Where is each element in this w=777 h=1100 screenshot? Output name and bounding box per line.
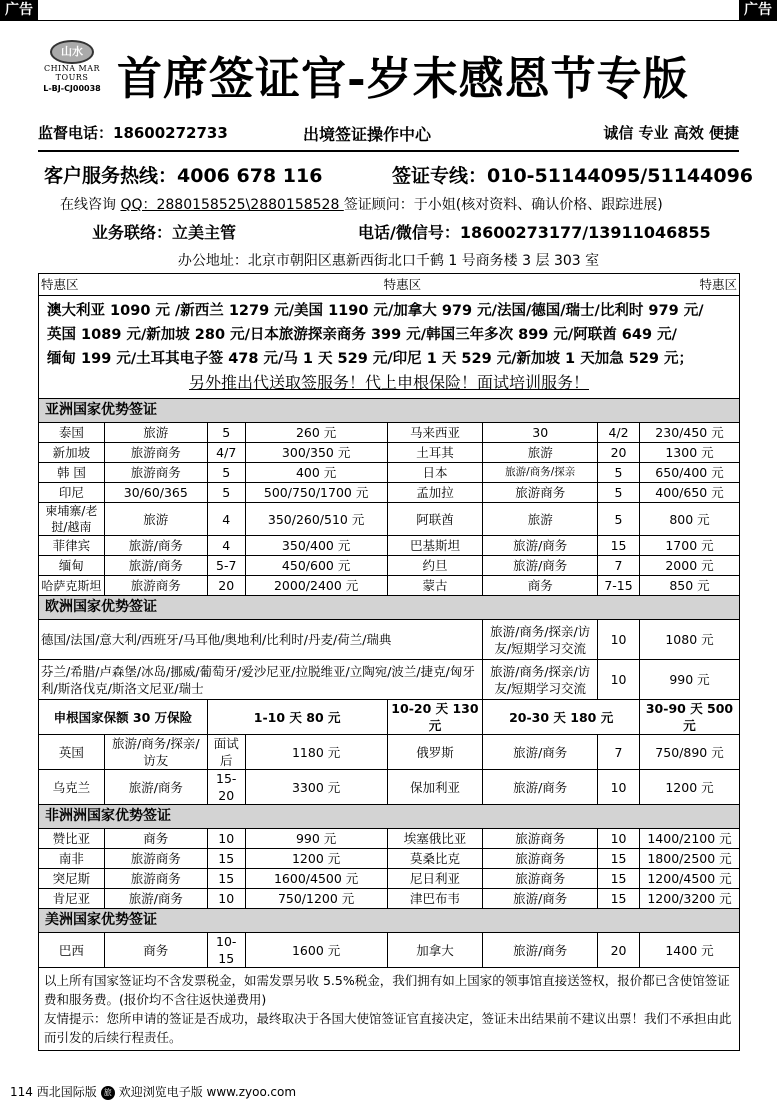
- operation-center: 出境签证操作中心: [303, 125, 432, 144]
- processing-days-cell: 5: [207, 423, 245, 443]
- office-address: 办公地址：北京市朝阳区惠新西街北口千鹤 1 号商务楼 3 层 303 室: [177, 253, 600, 269]
- processing-days-cell: 7-15: [598, 576, 640, 596]
- europe-type: 旅游/商务/探亲/访友/短期学习交流: [483, 660, 598, 700]
- visa-type-cell: 旅游: [483, 443, 598, 463]
- processing-days-cell: 15: [598, 869, 640, 889]
- price-cell: 1200/3200 元: [640, 889, 740, 909]
- processing-days-cell: 15: [598, 889, 640, 909]
- visa-type-cell: 旅游商务: [483, 869, 598, 889]
- country-cell: 埃塞俄比亚: [387, 829, 483, 849]
- country-cell: 加拿大: [387, 933, 483, 968]
- processing-days-cell: 15: [207, 869, 245, 889]
- special-line: 英国 1089 元/新加坡 280 元/日本旅游探亲商务 399 元/韩国三年多次 899 元/阿联酋 649 元/: [47, 327, 677, 343]
- country-cell: 泰国: [39, 423, 105, 443]
- business-phone: 电话/微信号：18600273177/13911046855: [358, 223, 711, 242]
- license-code: L-BJ-CJ00038: [43, 84, 101, 93]
- visa-type-cell: 旅游/商务: [104, 536, 207, 556]
- visa-type-cell: 旅游: [483, 503, 598, 536]
- page-footer: [10, 1083, 296, 1100]
- price-cell: 800 元: [640, 503, 740, 536]
- price-cell: 750/1200 元: [245, 889, 387, 909]
- logo-en-2: TOURS: [55, 73, 89, 82]
- page-title: 首席签证官-岁末感恩节专版: [117, 52, 689, 105]
- footer-link[interactable]: 欢迎浏览电子版 www.zyoo.com: [118, 1085, 297, 1099]
- processing-days-cell: 5: [207, 483, 245, 503]
- price-cell: 750/890 元: [640, 735, 740, 770]
- visa-row: [39, 483, 740, 503]
- page-number: 114 西北国际版: [10, 1085, 97, 1099]
- country-cell: 莫桑比克: [387, 849, 483, 869]
- europe-countries: 德国/法国/意大利/西班牙/马耳他/奥地利/比利时/丹麦/荷兰/瑞典: [39, 620, 483, 660]
- top-divider: [0, 20, 777, 21]
- country-cell: 乌克兰: [39, 770, 105, 805]
- price-cell: 1600/4500 元: [245, 869, 387, 889]
- country-cell: 俄罗斯: [387, 735, 483, 770]
- qq-numbers[interactable]: QQ：2880158525\2880158528: [120, 197, 344, 213]
- visa-type-cell: 旅游商务: [104, 576, 207, 596]
- visa-row: [39, 869, 740, 889]
- asia-rows: [39, 423, 740, 596]
- insurance-price: 10-20 天 130 元: [387, 700, 483, 735]
- price-cell: 230/450 元: [640, 423, 740, 443]
- country-cell: 巴西: [39, 933, 105, 968]
- price-cell: 300/350 元: [245, 443, 387, 463]
- visa-type-cell: 旅游商务: [104, 869, 207, 889]
- insurance-title: 申根国家保额 30 万保险: [39, 700, 208, 735]
- header-divider: [38, 150, 739, 152]
- insurance-price: 20-30 天 180 元: [483, 700, 640, 735]
- price-cell: 350/260/510 元: [245, 503, 387, 536]
- fee-note: 以上所有国家签证均不含发票税金，如需发票另收 5.5%税金，我们拥有如上国家的领事馆直接送签权，报价都已含使馆签证费和服务费。(报价均不含往返快递费用): [44, 973, 730, 1007]
- logo-en-1: CHINA MAR: [43, 64, 101, 73]
- insurance-price: 30-90 天 500 元: [640, 700, 740, 735]
- processing-days-cell: 4/2: [598, 423, 640, 443]
- price-cell: 3300 元: [245, 770, 387, 805]
- visa-type-cell: 旅游: [104, 423, 207, 443]
- processing-days-cell: 15: [207, 849, 245, 869]
- africa-rows: [39, 829, 740, 909]
- special-line: 澳大利亚 1090 元 /新西兰 1279 元/美国 1190 元/加拿大 979 元/法国/德国/瑞士/比利时 979 元/: [47, 303, 704, 319]
- special-offers: [39, 296, 740, 399]
- hotline-row: [44, 161, 754, 187]
- processing-days-cell: 7: [598, 556, 640, 576]
- price-cell: 350/400 元: [245, 536, 387, 556]
- country-cell: 印尼: [39, 483, 105, 503]
- price-cell: 1200/4500 元: [640, 869, 740, 889]
- visa-type-cell: 旅游商务: [483, 849, 598, 869]
- price-cell: 1200 元: [640, 770, 740, 805]
- promo-text: 另外推出代送取签服务！代上申根保险！面试培训服务！: [188, 373, 589, 392]
- visa-row: [39, 556, 740, 576]
- europe-price: 1080 元: [640, 620, 740, 660]
- visa-type-cell: 旅游/商务: [483, 770, 598, 805]
- header-row: [38, 122, 739, 144]
- company-logo: [36, 40, 108, 100]
- special-line: 缅甸 199 元/土耳其电子签 478 元/马 1 天 529 元/印尼 1 天 529 元/新加坡 1 天加急 529 元；: [47, 351, 694, 367]
- visa-row: [39, 829, 740, 849]
- processing-days-cell: 10: [598, 829, 640, 849]
- visa-row: [39, 443, 740, 463]
- processing-days-cell: 5: [598, 483, 640, 503]
- business-contact: 业务联络：立美主管: [92, 223, 237, 242]
- country-cell: 孟加拉: [387, 483, 483, 503]
- processing-days-cell: 10-15: [207, 933, 245, 968]
- logo-mark: 山水: [50, 40, 94, 64]
- price-cell: 990 元: [245, 829, 387, 849]
- site-logo-icon: 旅: [101, 1086, 115, 1100]
- price-cell: 850 元: [640, 576, 740, 596]
- processing-days-cell: 20: [598, 933, 640, 968]
- online-consult: [60, 194, 663, 214]
- visa-type-cell: 旅游商务: [104, 463, 207, 483]
- europe-rows: [39, 735, 740, 805]
- ad-label-left: 广告: [0, 0, 38, 20]
- country-cell: 土耳其: [387, 443, 483, 463]
- reminder-note: 友情提示：您所申请的签证是否成功，最终取决于各国大使馆签证官直接决定，签证未出结果前不建议出票！我们不承担由此而引发的后续行程责任。: [44, 1011, 732, 1045]
- price-cell: 1400 元: [640, 933, 740, 968]
- processing-days-cell: 4/7: [207, 443, 245, 463]
- country-cell: 日本: [387, 463, 483, 483]
- asia-section-title: 亚洲国家优势签证: [39, 399, 740, 423]
- visa-row: [39, 933, 740, 968]
- visa-row: [39, 463, 740, 483]
- processing-days-cell: 10: [598, 770, 640, 805]
- processing-days-cell: 5: [598, 463, 640, 483]
- processing-days-cell: 5: [207, 463, 245, 483]
- visa-row: [39, 576, 740, 596]
- country-cell: 缅甸: [39, 556, 105, 576]
- visa-type-cell: 30: [483, 423, 598, 443]
- america-rows: [39, 933, 740, 968]
- visa-hotline: 签证专线：010-51144095/51144096: [392, 165, 754, 187]
- special-label-left: 特惠区: [39, 274, 208, 296]
- visa-type-cell: 旅游/商务/探亲/访友: [104, 735, 207, 770]
- processing-days-cell: 5: [598, 503, 640, 536]
- visa-type-cell: 旅游/商务/探亲: [483, 463, 598, 483]
- processing-days-cell: 15: [598, 536, 640, 556]
- price-cell: 1400/2100 元: [640, 829, 740, 849]
- price-cell: 400/650 元: [640, 483, 740, 503]
- slogan: 诚信 专业 高效 便捷: [603, 124, 739, 142]
- processing-days-cell: 10: [207, 829, 245, 849]
- country-cell: 肯尼亚: [39, 889, 105, 909]
- country-cell: 韩 国: [39, 463, 105, 483]
- europe-type: 旅游/商务/探亲/访友/短期学习交流: [483, 620, 598, 660]
- processing-days-cell: 4: [207, 503, 245, 536]
- visa-row: [39, 536, 740, 556]
- price-cell: 500/750/1700 元: [245, 483, 387, 503]
- visa-row: [39, 770, 740, 805]
- country-cell: 尼日利亚: [387, 869, 483, 889]
- visa-type-cell: 旅游商务: [104, 849, 207, 869]
- price-cell: 1600 元: [245, 933, 387, 968]
- visa-type-cell: 旅游/商务: [483, 735, 598, 770]
- service-hotline: 客户服务热线：4006 678 116: [44, 165, 323, 187]
- supervise-phone: 监督电话：18600272733: [38, 124, 228, 142]
- processing-days-cell: 5-7: [207, 556, 245, 576]
- visa-type-cell: 旅游/商务: [483, 556, 598, 576]
- notes-cell: [39, 968, 740, 1051]
- visa-row: [39, 849, 740, 869]
- visa-type-cell: 旅游商务: [483, 483, 598, 503]
- business-row: [92, 220, 739, 242]
- europe-days: 10: [598, 660, 640, 700]
- visa-row: [39, 423, 740, 443]
- europe-price: 990 元: [640, 660, 740, 700]
- country-cell: 津巴布韦: [387, 889, 483, 909]
- visa-type-cell: 30/60/365: [104, 483, 207, 503]
- insurance-price: 1-10 天 80 元: [207, 700, 387, 735]
- price-cell: 450/600 元: [245, 556, 387, 576]
- price-cell: 1300 元: [640, 443, 740, 463]
- country-cell: 马来西亚: [387, 423, 483, 443]
- america-section-title: 美洲国家优势签证: [39, 909, 740, 933]
- processing-days-cell: 7: [598, 735, 640, 770]
- processing-days-cell: 20: [598, 443, 640, 463]
- price-cell: 1700 元: [640, 536, 740, 556]
- country-cell: 菲律宾: [39, 536, 105, 556]
- price-cell: 260 元: [245, 423, 387, 443]
- visa-type-cell: 旅游/商务: [104, 889, 207, 909]
- processing-days-cell: 10: [207, 889, 245, 909]
- ad-label-right: 广告: [739, 0, 777, 20]
- price-cell: 1200 元: [245, 849, 387, 869]
- country-cell: 约旦: [387, 556, 483, 576]
- insurance-row: [39, 700, 740, 735]
- visa-type-cell: 旅游/商务: [483, 536, 598, 556]
- visa-type-cell: 旅游: [104, 503, 207, 536]
- visa-type-cell: 商务: [104, 829, 207, 849]
- visa-row: [39, 735, 740, 770]
- country-cell: 南非: [39, 849, 105, 869]
- processing-days-cell: 4: [207, 536, 245, 556]
- country-cell: 柬埔寨/老挝/越南: [39, 503, 105, 536]
- special-label-center: 特惠区: [207, 274, 597, 296]
- visa-type-cell: 商务: [483, 576, 598, 596]
- country-cell: 赞比亚: [39, 829, 105, 849]
- visa-type-cell: 旅游商务: [483, 829, 598, 849]
- visa-type-cell: 旅游/商务: [104, 770, 207, 805]
- country-cell: 巴基斯坦: [387, 536, 483, 556]
- europe-group-row: [39, 660, 740, 700]
- processing-days-cell: 15-20: [207, 770, 245, 805]
- country-cell: 保加利亚: [387, 770, 483, 805]
- processing-days-cell: 面试后: [207, 735, 245, 770]
- visa-type-cell: 商务: [104, 933, 207, 968]
- visa-type-cell: 旅游商务: [104, 443, 207, 463]
- consultant: 签证顾问：于小姐(核对资料、确认价格、跟踪进展): [343, 197, 663, 213]
- price-cell: 400 元: [245, 463, 387, 483]
- price-cell: 2000/2400 元: [245, 576, 387, 596]
- visa-row: [39, 889, 740, 909]
- price-cell: 650/400 元: [640, 463, 740, 483]
- processing-days-cell: 20: [207, 576, 245, 596]
- europe-countries: 芬兰/希腊/卢森堡/冰岛/挪威/葡萄牙/爱沙尼亚/拉脱维亚/立陶宛/波兰/捷克/匈牙利/斯洛伐克/斯洛文尼亚/瑞士: [39, 660, 483, 700]
- europe-days: 10: [598, 620, 640, 660]
- special-label-right: 特惠区: [598, 274, 740, 296]
- europe-group-row: [39, 620, 740, 660]
- europe-section-title: 欧洲国家优势签证: [39, 596, 740, 620]
- price-cell: 2000 元: [640, 556, 740, 576]
- africa-section-title: 非洲洲国家优势签证: [39, 805, 740, 829]
- visa-type-cell: 旅游/商务: [483, 933, 598, 968]
- country-cell: 蒙古: [387, 576, 483, 596]
- price-cell: 1800/2500 元: [640, 849, 740, 869]
- country-cell: 新加坡: [39, 443, 105, 463]
- consult-prefix: 在线咨询: [60, 197, 116, 213]
- price-cell: 1180 元: [245, 735, 387, 770]
- visa-row: [39, 503, 740, 536]
- visa-type-cell: 旅游/商务: [104, 556, 207, 576]
- country-cell: 英国: [39, 735, 105, 770]
- country-cell: 阿联酋: [387, 503, 483, 536]
- visa-price-table: [38, 273, 740, 1051]
- processing-days-cell: 15: [598, 849, 640, 869]
- visa-type-cell: 旅游/商务: [483, 889, 598, 909]
- country-cell: 突尼斯: [39, 869, 105, 889]
- country-cell: 哈萨克斯坦: [39, 576, 105, 596]
